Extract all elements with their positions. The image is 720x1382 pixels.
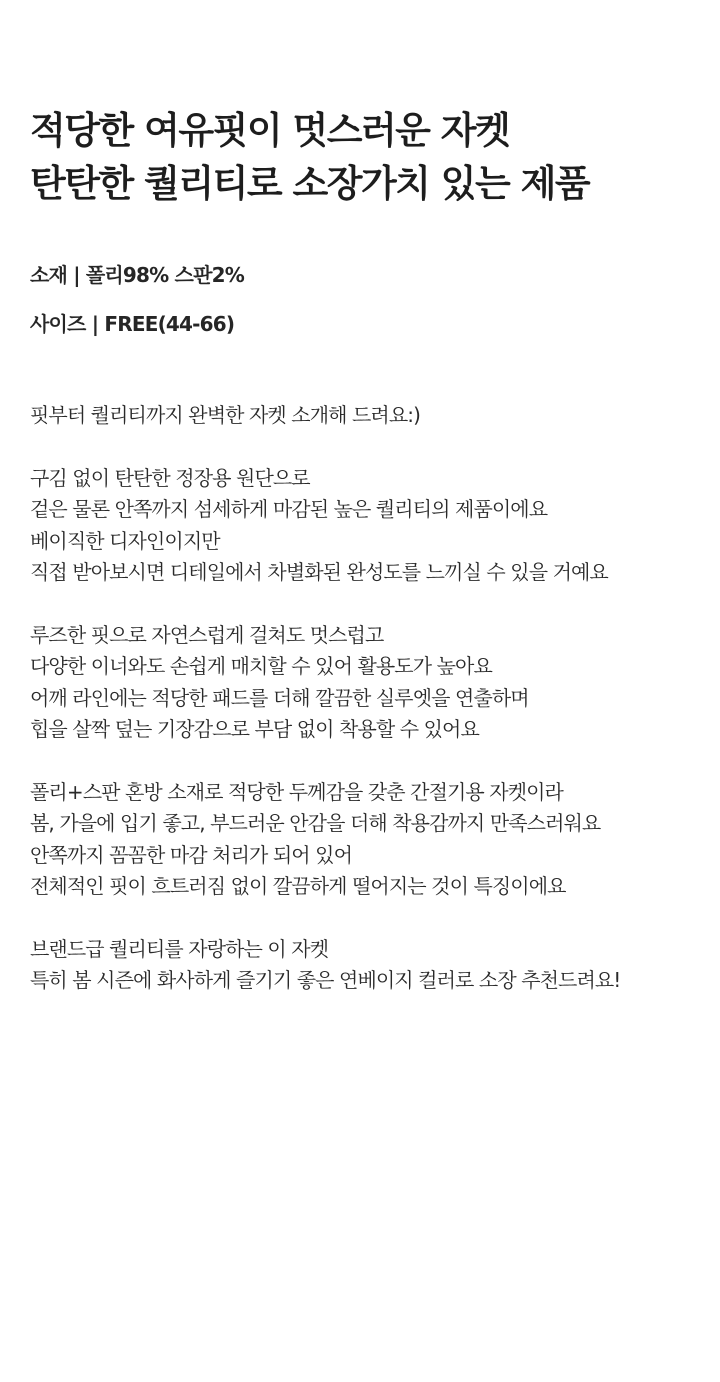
description-line: 구김 없이 탄탄한 정장용 원단으로 [30, 465, 310, 490]
description-line: 겉은 물론 안쪽까지 섬세하게 마감된 높은 퀄리티의 제품이에요 [30, 497, 548, 521]
description-line: 특히 봄 시즌에 화사하게 즐기기 좋은 연베이지 컬러로 소장 추천드려요! [30, 968, 621, 992]
headline-line-2: 탄탄한 퀄리티로 소장가치 있는 제품 [30, 162, 590, 205]
headline-line-1: 적당한 여유핏이 멋스러운 자켓 [30, 109, 510, 152]
description-paragraph [30, 620, 690, 746]
description-line: 봄, 가을에 입기 좋고, 부드러운 안감을 더해 착용감까지 만족스러워요 [30, 811, 601, 835]
description-line: 어깨 라인에는 적당한 패드를 더해 깔끔한 실루엣을 연출하며 [30, 685, 529, 710]
description-line: 힙을 살짝 덮는 기장감으로 부담 없이 착용할 수 있어요 [30, 717, 479, 741]
description-line: 루즈한 핏으로 자연스럽게 걸쳐도 멋스럽고 [30, 622, 384, 647]
description-line: 직접 받아보시면 디테일에서 차별화된 완성도를 느끼실 수 있을 거예요 [30, 560, 608, 584]
description-line: 베이직한 디자인이지만 [30, 528, 220, 553]
description-paragraph [30, 934, 690, 997]
description-line: 다양한 이너와도 손쉽게 매치할 수 있어 활용도가 높아요 [30, 654, 492, 678]
description-line: 폴리+스판 혼방 소재로 적당한 두께감을 갖춘 간절기용 자켓이라 [30, 779, 563, 804]
description-line: 브랜드급 퀄리티를 자랑하는 이 자켓 [30, 936, 329, 961]
description-line: 전체적인 핏이 흐트러짐 없이 깔끔하게 떨어지는 것이 특징이에요 [30, 874, 566, 898]
description-line: 안쪽까지 꼼꼼한 마감 처리가 되어 있어 [30, 842, 353, 867]
description-paragraph [30, 400, 690, 432]
description-paragraph [30, 463, 690, 589]
description-line: 핏부터 퀄리티까지 완벽한 자켓 소개해 드려요:) [30, 403, 421, 427]
spec-size: 사이즈 | FREE(44-66) [30, 312, 235, 336]
description-paragraph [30, 777, 690, 903]
description-body [30, 400, 690, 1028]
spec-material: 소재 | 폴리98% 스판2% [30, 263, 244, 287]
page-title [30, 104, 589, 210]
